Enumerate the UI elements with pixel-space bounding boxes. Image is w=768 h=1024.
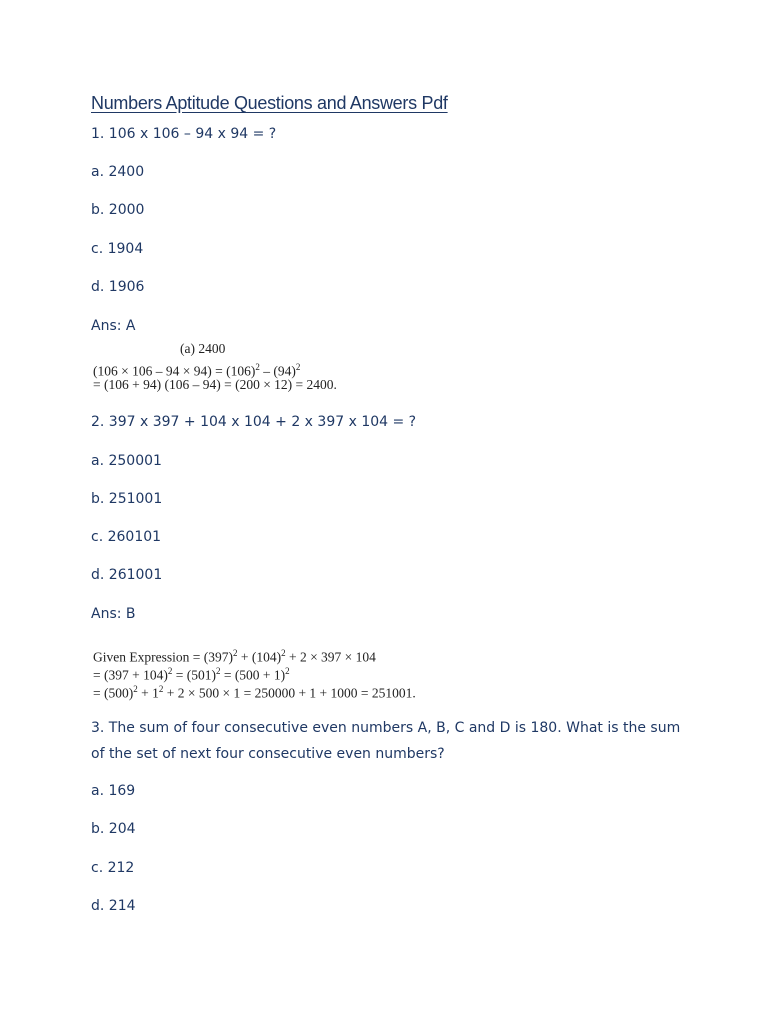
q3-option-b: b. 204 <box>91 821 136 837</box>
q2-option-a: a. 250001 <box>91 453 162 469</box>
q2-option-c: c. 260101 <box>91 529 162 545</box>
q1-solution-line-1: $(106 \times 106 - 94 \times 94) = (106)^2 - (94)^2$ <box>93 362 301 379</box>
q3-option-a: a. 169 <box>91 783 136 799</box>
q2-answer: Ans: B <box>91 606 136 622</box>
q1-option-b: b. 2000 <box>91 202 145 218</box>
page-title: Numbers Aptitude Questions and Answers Pdf <box>91 93 448 113</box>
q2-solution-line-1: Given Expression = $(397)^2 + (104)^2 + 2 \times 397 \times 104$ <box>93 648 376 665</box>
q3-option-c: c. 212 <box>91 860 135 876</box>
q2-solution-line-2: = $(397 + 104)^2 = (501)^2 = (500 + 1)^2$ <box>93 666 290 683</box>
q1-option-c: c. 1904 <box>91 241 144 257</box>
q1-option-a: a. 2400 <box>91 164 145 180</box>
q2-option-d: d. 261001 <box>91 567 163 583</box>
q1-solution-cropped-line: (a) 2400 <box>180 341 226 356</box>
question-2: 2. 397 x 397 + 104 x 104 + 2 x 397 x 104 = ? <box>91 414 417 430</box>
q1-solution-line-2: = (106 + 94) (106 – 94) = (200 × 12) = 2400. <box>93 377 337 392</box>
q1-answer: Ans: A <box>91 318 136 334</box>
q1-option-d: d. 1906 <box>91 279 145 295</box>
question-1: 1. 106 x 106 – 94 x 94 = ? <box>91 126 277 142</box>
question-3: 3. The sum of four consecutive even numbers A, B, C and D is 180. What is the sum of the set of next four consecutive even numbers? <box>91 720 681 762</box>
q3-option-d: d. 214 <box>91 898 136 914</box>
q2-solution-line-3: = $(500)^2 + 1^2 + 2 \times 500 \times 1 = 250000 + 1 + 1000 = 251001$. <box>93 684 416 701</box>
q2-option-b: b. 251001 <box>91 491 163 507</box>
